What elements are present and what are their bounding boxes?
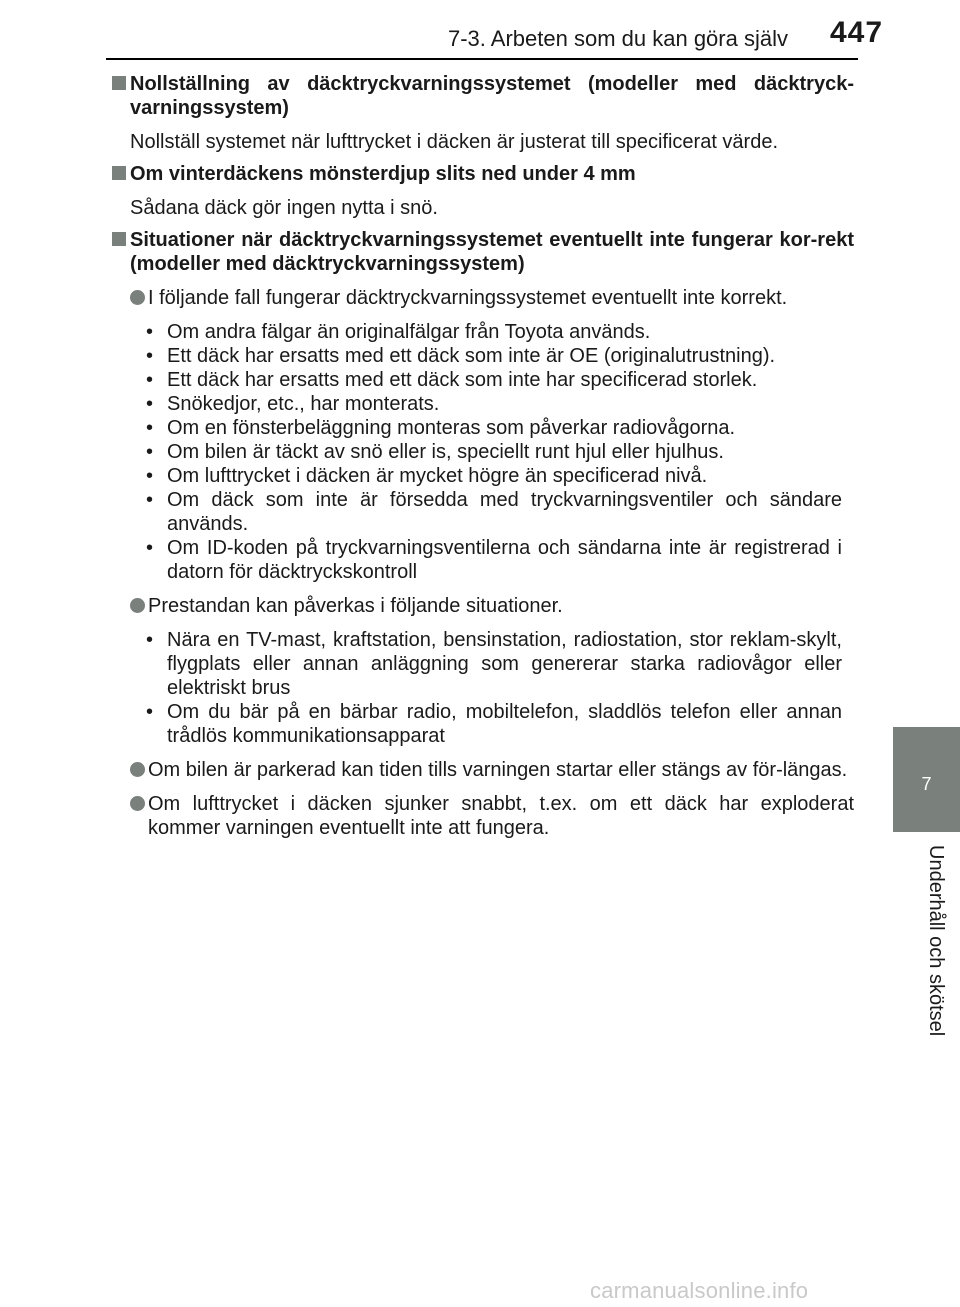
bullet-item bbox=[110, 700, 854, 748]
bullet-dot-icon: • bbox=[146, 321, 154, 343]
bullet-dot-icon: • bbox=[146, 465, 154, 487]
section-heading bbox=[110, 228, 854, 276]
section-heading bbox=[110, 162, 854, 186]
page-header-title: 7-3. Arbeten som du kan göra själv bbox=[448, 26, 788, 51]
bullet-text: Om en fönsterbeläggning monteras som påverkar radiovågorna. bbox=[167, 417, 736, 439]
list-item-text: Om lufttrycket i däcken sjunker snabbt, t.ex. om ett däck har exploderat kommer varningen eventuellt inte att fungera. bbox=[148, 793, 854, 839]
bullet-text: Snökedjor, etc., har monterats. bbox=[167, 393, 440, 415]
list-item-text: Prestandan kan påverkas i följande situationer. bbox=[148, 595, 563, 617]
bullet-item bbox=[110, 536, 854, 584]
bullet-list bbox=[110, 320, 854, 584]
bullet-dot-icon: • bbox=[146, 345, 154, 367]
header-divider bbox=[106, 58, 858, 60]
circle-bullet-icon bbox=[130, 762, 145, 777]
chapter-tab-number: 7 bbox=[921, 774, 932, 794]
bullet-text: Om bilen är täckt av snö eller is, speciellt runt hjul eller hjulhus. bbox=[167, 441, 724, 463]
bullet-text: Ett däck har ersatts med ett däck som inte är OE (originalutrustning). bbox=[167, 345, 776, 367]
list-item bbox=[110, 792, 854, 840]
circle-bullet-icon bbox=[130, 290, 145, 305]
bullet-text: Om andra fälgar än originalfälgar från Toyota används. bbox=[167, 321, 651, 343]
bullet-text: Om däck som inte är försedda med tryckvarningsventiler och sändare används. bbox=[167, 489, 842, 535]
bullet-dot-icon: • bbox=[146, 393, 154, 415]
section-body-text: Sådana däck gör ingen nytta i snö. bbox=[130, 197, 438, 219]
bullet-dot-icon: • bbox=[146, 701, 154, 723]
watermark: carmanualsonline.info bbox=[590, 1278, 809, 1303]
section-heading-text: Situationer när däcktryckvarningssystemet eventuellt inte fungerar kor-rekt (modeller med däcktryckvarningssystem) bbox=[130, 229, 854, 275]
list-item bbox=[110, 758, 854, 782]
bullet-item bbox=[110, 320, 854, 344]
bullet-item bbox=[110, 464, 854, 488]
bullet-item bbox=[110, 628, 854, 700]
chapter-tab-label: Underhåll och skötsel bbox=[925, 845, 947, 1037]
section-heading-text: Om vinterdäckens mönsterdjup slits ned under 4 mm bbox=[130, 163, 636, 185]
page-content bbox=[110, 72, 854, 850]
bullet-list bbox=[110, 628, 854, 748]
bullet-text: Ett däck har ersatts med ett däck som inte har specificerad storlek. bbox=[167, 369, 758, 391]
section-body-text: Nollställ systemet när lufttrycket i däcken är justerat till specificerat värde. bbox=[130, 131, 779, 153]
section-system-malfunction-situations bbox=[110, 228, 854, 840]
bullet-item bbox=[110, 440, 854, 464]
bullet-dot-icon: • bbox=[146, 489, 154, 511]
list-item bbox=[110, 594, 854, 618]
bullet-dot-icon: • bbox=[146, 537, 154, 559]
bullet-item bbox=[110, 488, 854, 536]
list-item-text: Om bilen är parkerad kan tiden tills varningen startar eller stängs av för-längas. bbox=[148, 759, 848, 781]
bullet-item bbox=[110, 392, 854, 416]
square-bullet-icon bbox=[112, 166, 126, 180]
page-number: 447 bbox=[830, 16, 884, 49]
square-bullet-icon bbox=[112, 232, 126, 246]
bullet-dot-icon: • bbox=[146, 417, 154, 439]
bullet-item bbox=[110, 368, 854, 392]
bullet-dot-icon: • bbox=[146, 369, 154, 391]
bullet-item bbox=[110, 344, 854, 368]
list-item bbox=[110, 286, 854, 310]
bullet-dot-icon: • bbox=[146, 629, 154, 651]
bullet-text: Om ID-koden på tryckvarningsventilerna och sändarna inte är registrerad i datorn för däcktryckskontroll bbox=[167, 537, 842, 583]
circle-bullet-icon bbox=[130, 796, 145, 811]
bullet-dot-icon: • bbox=[146, 441, 154, 463]
square-bullet-icon bbox=[112, 76, 126, 90]
bullet-text: Om du bär på en bärbar radio, mobiltelefon, sladdlös telefon eller annan trådlös kommunikationsapparat bbox=[167, 701, 842, 747]
bullet-text: Nära en TV-mast, kraftstation, bensinstation, radiostation, stor reklam-skylt, flygplats eller annan anläggning som genererar starka radiovågor eller elektriskt brus bbox=[167, 629, 842, 699]
section-heading-text: Nollställning av däcktryckvarningssystemet (modeller med däcktryck-varningssystem) bbox=[130, 73, 854, 119]
section-tire-pressure-reset bbox=[110, 72, 854, 154]
circle-bullet-icon bbox=[130, 598, 145, 613]
chapter-tab bbox=[893, 727, 960, 832]
bullet-item bbox=[110, 416, 854, 440]
section-heading bbox=[110, 72, 854, 120]
list-item-text: I följande fall fungerar däcktryckvarningssystemet eventuellt inte korrekt. bbox=[148, 287, 788, 309]
bullet-text: Om lufttrycket i däcken är mycket högre än specificerad nivå. bbox=[167, 465, 708, 487]
section-winter-tire-tread bbox=[110, 162, 854, 220]
